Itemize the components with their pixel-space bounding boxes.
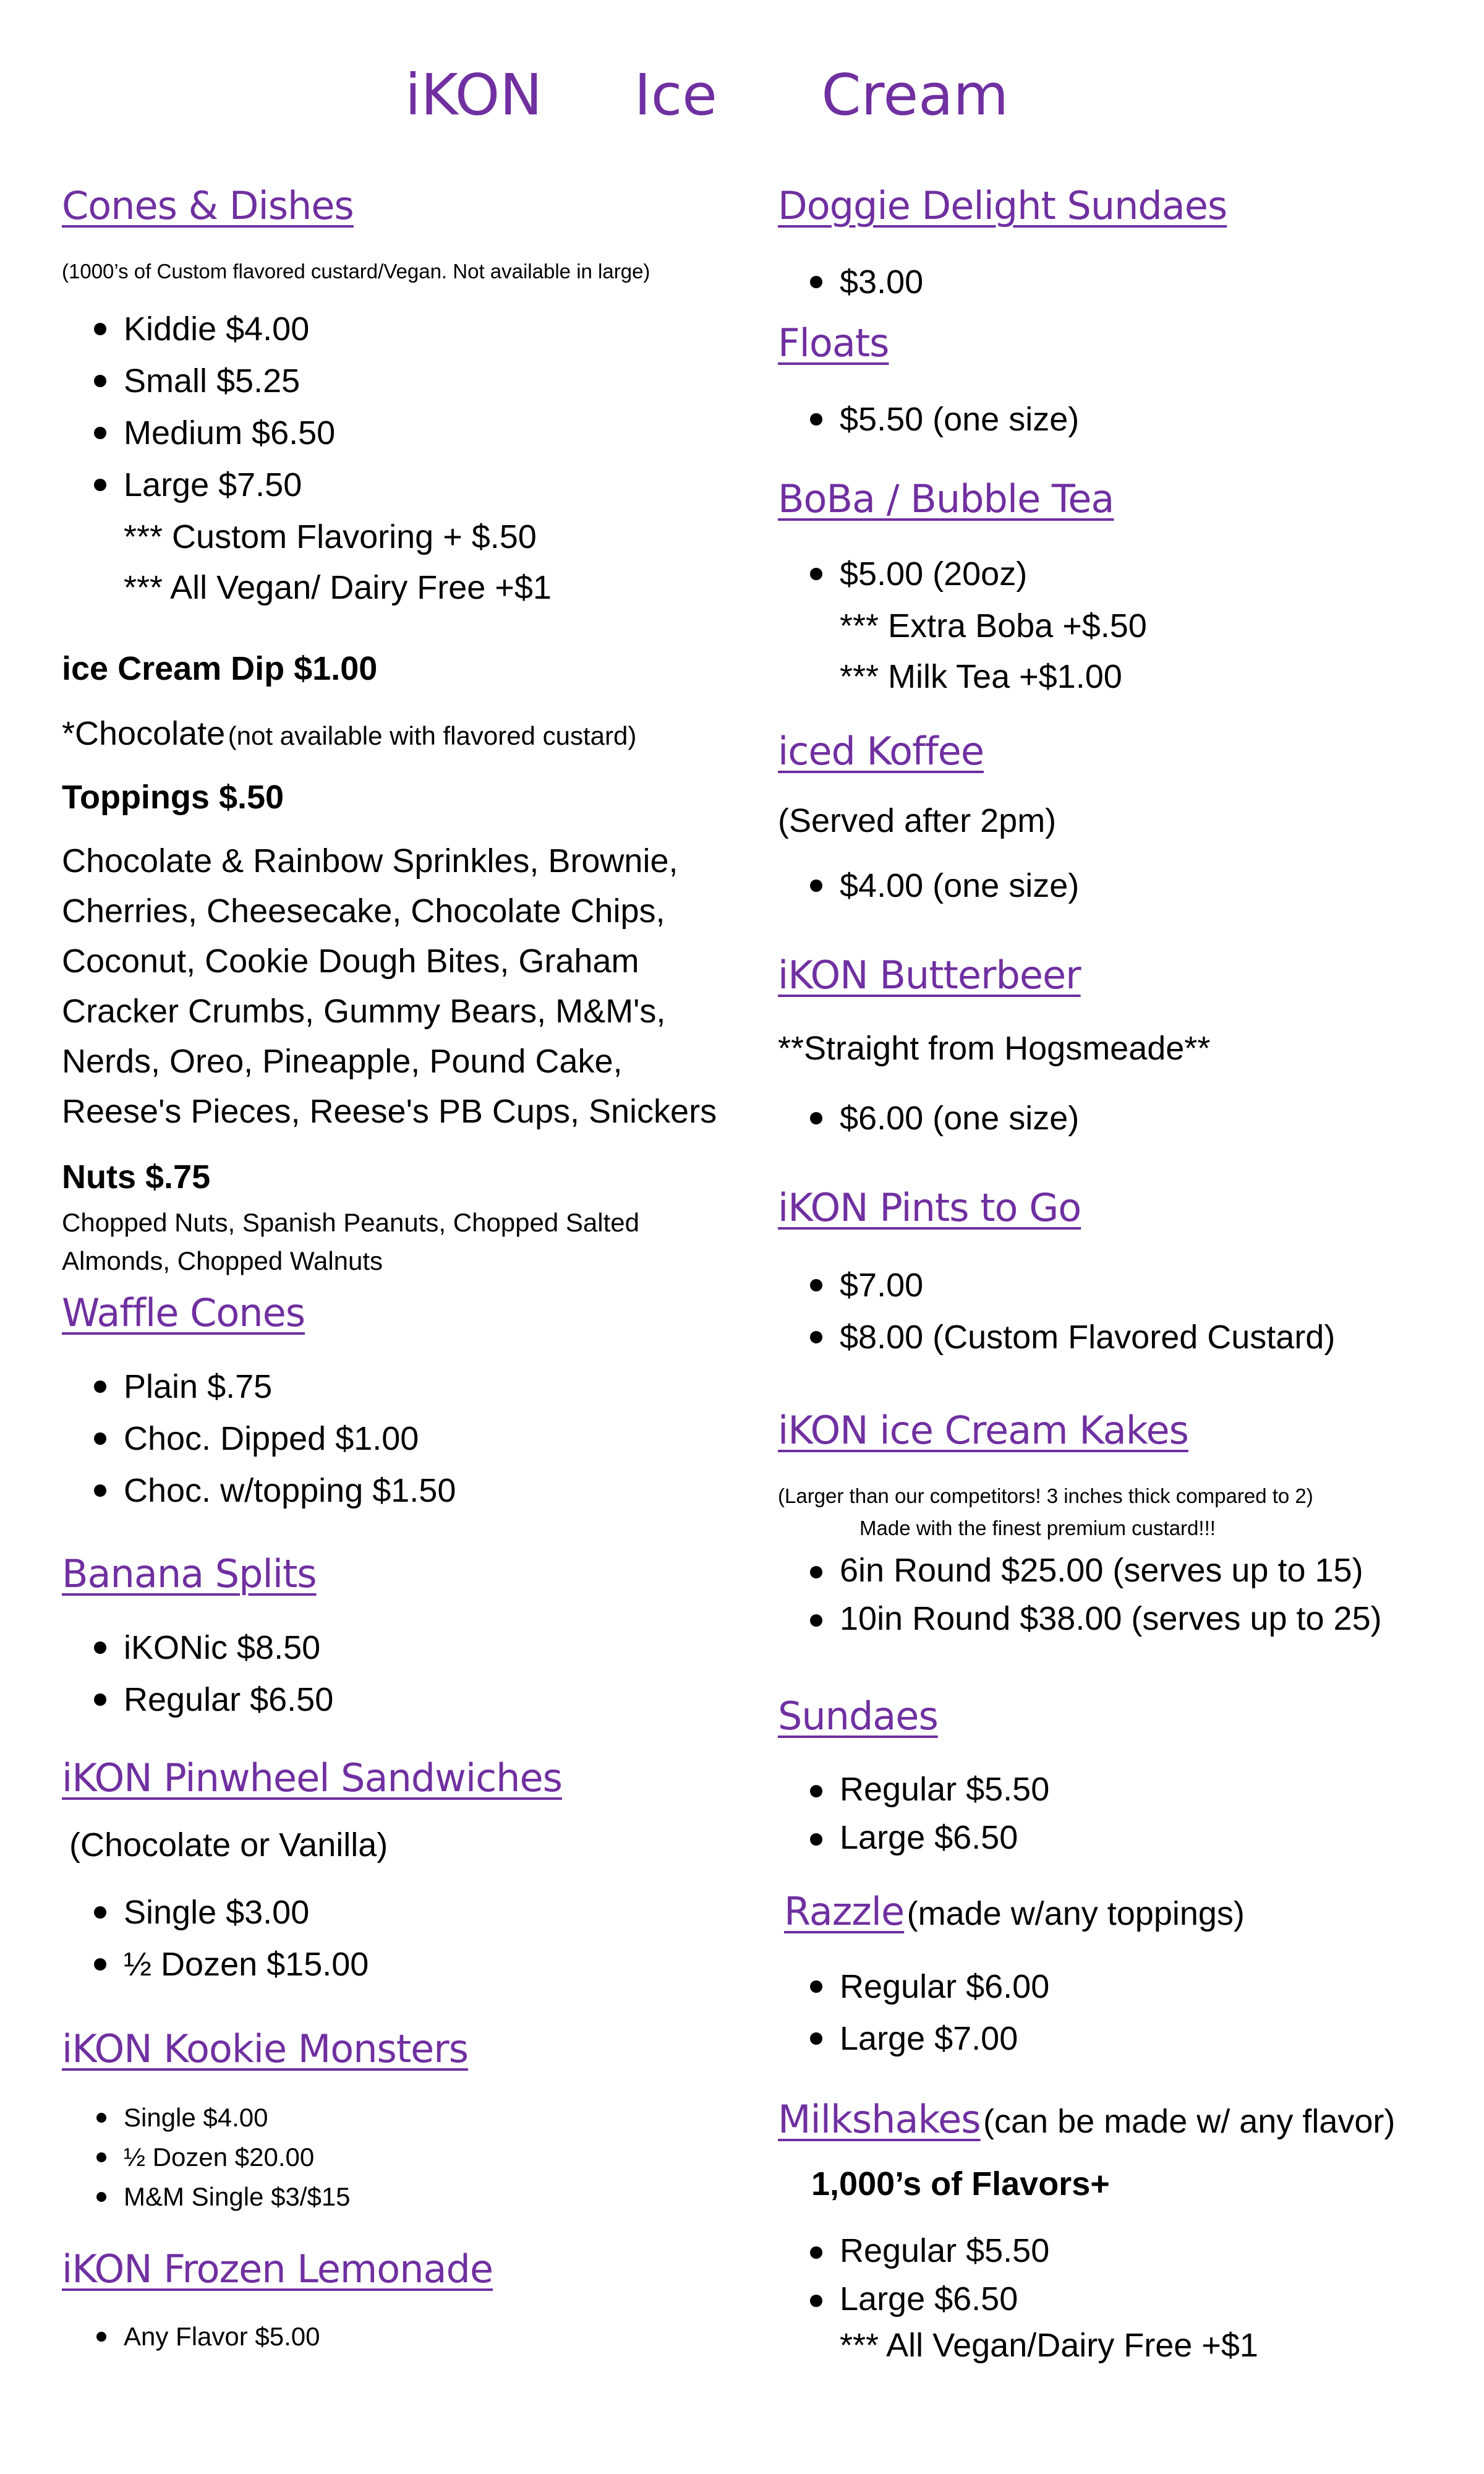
- nuts-list: [62, 1204, 639, 1280]
- list-item: $7.00: [778, 1259, 1458, 1311]
- razzle-heading: Razzle: [784, 1889, 905, 1934]
- list-item: Regular $5.50: [778, 1765, 1458, 1813]
- pinwheel-heading: iKON Pinwheel Sandwiches: [62, 1755, 562, 1800]
- toppings-heading: Toppings $.50: [62, 779, 284, 816]
- cones-list: [62, 303, 742, 511]
- waffle-heading: Waffle Cones: [62, 1290, 305, 1335]
- boba-list: [778, 548, 1458, 600]
- koffee-list: [778, 860, 1458, 912]
- list-item: $5.00 (20oz): [778, 548, 1458, 600]
- banana-heading: Banana Splits: [62, 1551, 317, 1596]
- razzle-suffix: (made w/any toppings): [906, 1895, 1245, 1932]
- sundaes-list: [778, 1765, 1458, 1862]
- banana-list: [62, 1622, 742, 1726]
- list-item: $4.00 (one size): [778, 860, 1458, 912]
- milkshakes-suffix: (can be made w/ any flavor): [983, 2103, 1396, 2140]
- toppings-line: Chocolate & Rainbow Sprinkles, Brownie,: [62, 842, 678, 880]
- cones-extra-custom: *** Custom Flavoring + $.50: [124, 518, 537, 555]
- toppings-line: Nerds, Oreo, Pineapple, Pound Cake,: [62, 1043, 623, 1080]
- list-item: 6in Round $25.00 (serves up to 15): [778, 1546, 1458, 1594]
- nuts-line: Almonds, Chopped Walnuts: [62, 1246, 383, 1275]
- milkshakes-flavors: 1,000’s of Flavors+: [811, 2165, 1110, 2202]
- kakes-note-premium: Made with the finest premium custard!!!: [859, 1517, 1216, 1539]
- list-item: Plain $.75: [62, 1361, 742, 1413]
- boba-extra-boba: *** Extra Boba +$.50: [840, 607, 1147, 644]
- kookie-heading: iKON Kookie Monsters: [62, 2026, 469, 2071]
- list-item: Small $5.25: [62, 355, 742, 407]
- lemonade-list: [62, 2317, 742, 2356]
- milkshakes-extra-vegan: *** All Vegan/Dairy Free +$1: [840, 2327, 1258, 2364]
- list-item: Any Flavor $5.00: [62, 2317, 742, 2356]
- milkshakes-heading: Milkshakes: [778, 2097, 981, 2142]
- butterbeer-list: [778, 1092, 1458, 1144]
- list-item: Kiddie $4.00: [62, 303, 742, 355]
- kakes-note: (Larger than our competitors! 3 inches thick compared to 2): [778, 1484, 1313, 1507]
- kookie-list: [62, 2098, 742, 2217]
- waffle-list: [62, 1361, 742, 1517]
- chocolate-label: *Chocolate: [62, 715, 226, 752]
- list-item: Single $4.00: [62, 2098, 742, 2138]
- pints-heading: iKON Pints to Go: [778, 1185, 1081, 1230]
- razzle-list: [778, 1961, 1458, 2065]
- title-word-ice: Ice: [634, 62, 717, 128]
- toppings-line: Reese's Pieces, Reese's PB Cups, Snickers: [62, 1093, 717, 1130]
- list-item: Regular $5.50: [778, 2227, 1458, 2275]
- chocolate-note: (not available with flavored custard): [228, 721, 637, 750]
- list-item: 10in Round $38.00 (serves up to 25): [778, 1594, 1458, 1643]
- list-item: $6.00 (one size): [778, 1092, 1458, 1144]
- title-word-ikon: iKON: [405, 62, 543, 128]
- page-title: [405, 62, 1009, 128]
- cones-heading: Cones & Dishes: [62, 183, 354, 228]
- toppings-line: Cracker Crumbs, Gummy Bears, M&M's,: [62, 993, 666, 1030]
- floats-heading: Floats: [778, 320, 889, 366]
- toppings-line: Cherries, Cheesecake, Chocolate Chips,: [62, 892, 665, 930]
- list-item: Regular $6.00: [778, 1961, 1458, 2013]
- chocolate-line: [62, 714, 636, 753]
- list-item: Large $7.50: [62, 459, 742, 511]
- razzle-line: [784, 1889, 1245, 1934]
- list-item: $3.00: [778, 256, 1458, 308]
- list-item: $8.00 (Custom Flavored Custard): [778, 1311, 1458, 1363]
- milkshakes-list: [778, 2227, 1458, 2323]
- list-item: Large $7.00: [778, 2013, 1458, 2065]
- kakes-list: [778, 1546, 1458, 1643]
- list-item: M&M Single $3/$15: [62, 2177, 742, 2217]
- pinwheel-list: [62, 1886, 742, 1990]
- list-item: Large $6.50: [778, 2275, 1458, 2323]
- milkshakes-line: [778, 2097, 1395, 2142]
- list-item: Choc. Dipped $1.00: [62, 1413, 742, 1465]
- toppings-list: [62, 836, 773, 1137]
- title-word-cream: Cream: [821, 62, 1009, 128]
- list-item: ½ Dozen $20.00: [62, 2138, 742, 2177]
- floats-list: [778, 393, 1458, 445]
- nuts-heading: Nuts $.75: [62, 1158, 211, 1196]
- list-item: Medium $6.50: [62, 407, 742, 459]
- cones-extra-vegan: *** All Vegan/ Dairy Free +$1: [124, 569, 552, 606]
- pinwheel-note: (Chocolate or Vanilla): [69, 1826, 388, 1864]
- toppings-line: Coconut, Cookie Dough Bites, Graham: [62, 943, 639, 980]
- list-item: $5.50 (one size): [778, 393, 1458, 445]
- doggie-list: [778, 256, 1458, 308]
- list-item: Regular $6.50: [62, 1674, 742, 1726]
- cones-note: (1000’s of Custom flavored custard/Vegan. Not available in large): [62, 260, 650, 283]
- dip-label: ice Cream Dip $1.00: [62, 650, 378, 687]
- koffee-note: (Served after 2pm): [778, 802, 1057, 839]
- list-item: Choc. w/topping $1.50: [62, 1465, 742, 1517]
- sundaes-heading: Sundaes: [778, 1693, 938, 1739]
- list-item: Large $6.50: [778, 1813, 1458, 1862]
- butterbeer-note: **Straight from Hogsmeade**: [778, 1030, 1211, 1067]
- boba-extra-milk-tea: *** Milk Tea +$1.00: [840, 658, 1122, 695]
- boba-heading: BoBa / Bubble Tea: [778, 476, 1114, 521]
- list-item: iKONic $8.50: [62, 1622, 742, 1674]
- list-item: Single $3.00: [62, 1886, 742, 1938]
- lemonade-heading: iKON Frozen Lemonade: [62, 2246, 493, 2292]
- butterbeer-heading: iKON Butterbeer: [778, 952, 1081, 998]
- pints-list: [778, 1259, 1458, 1363]
- kakes-heading: iKON ice Cream Kakes: [778, 1408, 1188, 1453]
- list-item: ½ Dozen $15.00: [62, 1938, 742, 1990]
- doggie-heading: Doggie Delight Sundaes: [778, 183, 1227, 228]
- nuts-line: Chopped Nuts, Spanish Peanuts, Chopped Salted: [62, 1208, 639, 1237]
- koffee-heading: iced Koffee: [778, 729, 984, 774]
